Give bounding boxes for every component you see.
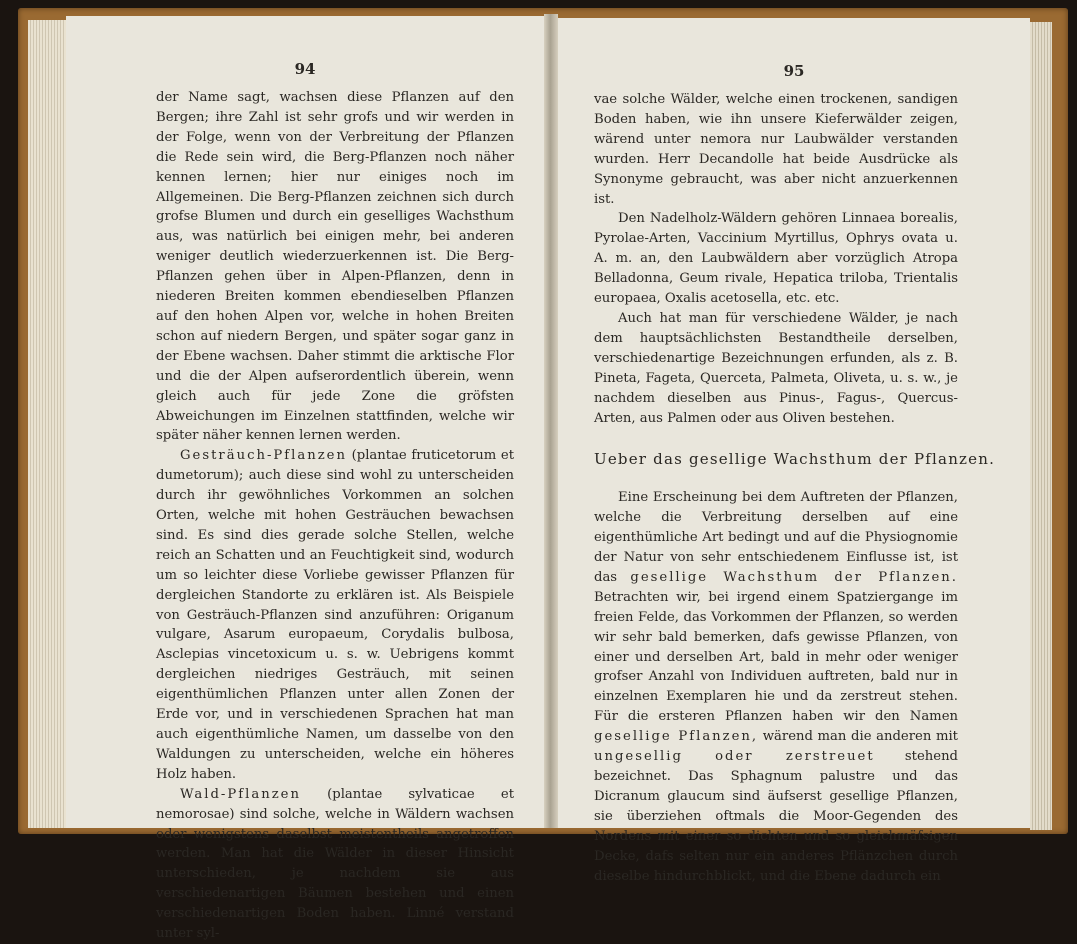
left-page-text [156, 88, 514, 944]
term-unsocial: ungesellig oder zerstreuet [594, 749, 875, 765]
term-social-plants: gesellige Pflanzen, [594, 729, 759, 745]
paragraph-text: wärend man die anderen mit [758, 729, 958, 745]
right-page [558, 18, 1030, 884]
paragraph [156, 446, 514, 784]
left-page [66, 16, 544, 942]
paragraph: der Name sagt, wachsen diese Pflanzen auf den Bergen; ihre Zahl ist sehr grofs und wir werden in der Folge, wenn von der Verbreitung der Pflanzen die Rede sein wird, die Berg-Pflanzen noch näher kennen lernen; hier nur einiges noch im Allgemeinen. Die Berg-Pflanzen zeichnen sich durch grofse Blumen und durch ein geselliges Wachsthum aus, was natürlich bei einigen mehr, bei anderen weniger deutlich wiederzuerkennen ist. Die Berg-Pflanzen gehen über in Alpen-Pflanzen, denn in niederen Breiten kommen ebendieselben Pflanzen auf den hohen Alpen vor, welche in hohen Breiten schon auf niedern Bergen, und später sogar ganz in der Ebene wachsen. Daher stimmt die arktische Flor und die der Alpen aufserordentlich überein, wenn gleich auch für jede Zone die gröfsten Abweichungen im Einzelnen stattfinden, welche wir später näher kennen lernen werden. [156, 90, 514, 444]
paragraph-text: Betrachten wir, bei irgend einem Spatziergange im freien Felde, das Vorkommen der Pflanzen, so werden wir sehr bald bemerken, dafs gewisse Pflanzen, von einer und derselben Art, bald in mehr oder weniger grofser Anzahl von Individuen auftreten, bald nur in einzelnen Exemplaren hie und da zerstreut stehen. Für die ersteren Pflanzen haben wir den Namen [594, 589, 958, 725]
term-forest-plants: Wald-Pflanzen [180, 786, 301, 802]
section-heading: Ueber das gesellige Wachsthum der Pflanzen. [594, 450, 996, 469]
paragraph: vae solche Wälder, welche einen trockenen, sandigen Boden haben, wie ihn unsere Kieferwälder zeigen, wärend unter nemora nur Laubwälder verstanden wurden. Herr Decandolle hat beide Ausdrücke als Synonyme gebraucht, was aber nicht anzuerkennen ist. [594, 92, 958, 207]
term-shrub-plants: Gesträuch-Pflanzen [180, 448, 347, 464]
paragraph-text: stehend bezeichnet. Das Sphagnum palustre und das Dicranum glaucum sind äufserst gesellige Pflanzen, sie überziehen oftmals die Moor-Gegenden des Nordens mit einer so dichten und so gleichmäfsigen Decke, dafs selten nur ein anderes Pflänzchen durch dieselbe hindurchblickt, und die Ebene dadurch ein [594, 749, 958, 884]
paragraph: Auch hat man für verschiedene Wälder, je nach dem hauptsächlichsten Bestandtheile derselben, verschiedenartige Bezeichnungen erfunden, als z. B. Pineta, Fageta, Querceta, Palmeta, Oliveta, u. s. w., je nachdem dieselben aus Pinus-, Fagus-, Quercus-Arten, aus Palmen oder aus Oliven bestehen. [594, 310, 958, 426]
page-number: 94 [294, 60, 316, 78]
paragraph-text: (plantae sylvaticae et nemorosae) sind solche, welche in Wäldern wachsen oder wenigstens daselbst meistentheils angetroffen werden. Man hat die Wälder in dieser Hinsicht unterschieden, je nachdem sie aus verschiedenartigen Bäumen bestehen und einen verschiedenartigen Boden haben. Linné verstand unter syl- [156, 786, 514, 942]
paragraph: Den Nadelholz-Wäldern gehören Linnaea borealis, Pyrolae-Arten, Vaccinium Myrtillus, Ophrys ovata u. A. m. an, den Laubwäldern aber vorzüglich Atropa Belladonna, Geum rivale, Hepatica triloba, Trientalis europaea, Oxalis acetosella, etc. etc. [594, 211, 958, 307]
paragraph-text: Eine Erscheinung bei dem Auftreten der Pflanzen, welche die Verbreitung derselben auf eine eigenthümliche Art bedingt und auf die Physiognomie der Natur von sehr entschiedenem Einflusse ist, ist das [594, 490, 958, 585]
right-page-text [594, 90, 996, 886]
term-social-growth: gesellige Wachsthum der Pflanzen. [630, 569, 958, 585]
page-edges-right [1030, 22, 1052, 830]
paragraph [156, 785, 514, 944]
paragraph-text: (plantae fruticetorum et dumetorum); auch diese sind wohl zu unterscheiden durch ihr gewöhnliches Vorkommen an solchen Orten, welche mit hohen Gesträuchen bewachsen sind. Es sind dies gerade solche Stellen, welche reich an Schatten und an Feuchtigkeit sind, wodurch um so leichter diese Vorliebe gewisser Pflanzen für dergleichen Standorte zu erklären ist. Als Beispiele von Gesträuch-Pflanzen sind anzuführen: Origanum vulgare, Asarum europaeum, Corydalis bulbosa, Asclepias vincetoxicum u. s. w. Uebrigens kommt dergleichen niedriges Gesträuch, mit seinen eigenthümlichen Pflanzen unter allen Zonen der Erde vor, und in verschiedenen Sprachen hat man auch eigenthümliche Namen, um dasselbe von den Waldungen zu unterscheiden, welche ein höheres Holz haben. [156, 448, 514, 782]
page-number: 95 [783, 62, 805, 80]
page-edges-left [28, 20, 66, 828]
paragraph [594, 488, 958, 886]
book-gutter [544, 14, 558, 828]
